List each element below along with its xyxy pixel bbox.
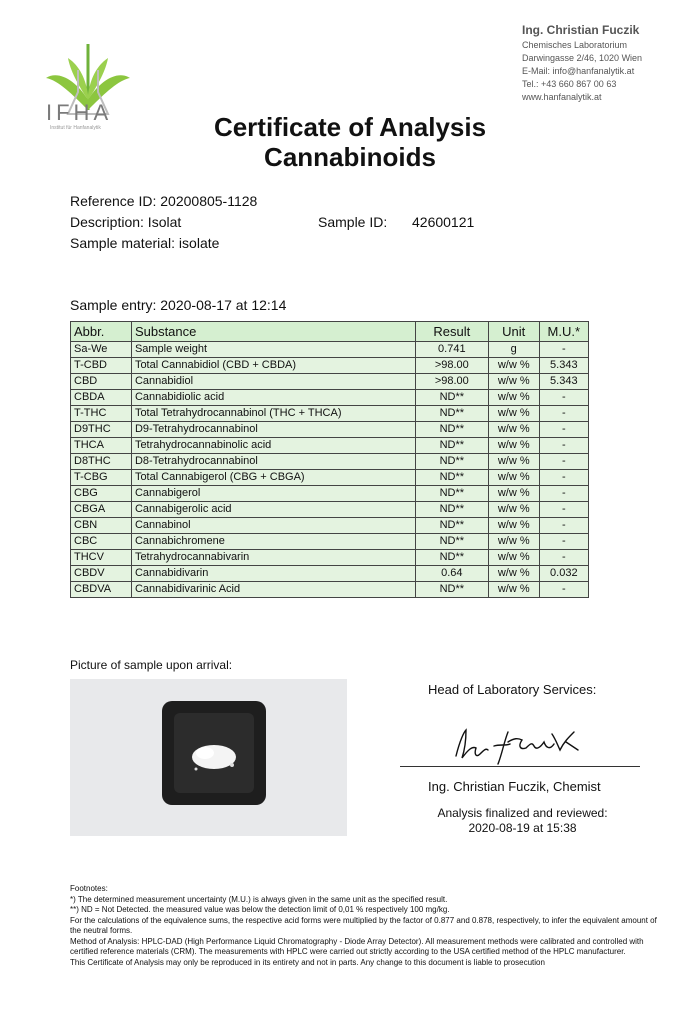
table-row [71,470,589,486]
cell-substance: Total Tetrahydrocannabinol (THC + THCA) [131,406,415,422]
cell-abbr: CBN [71,518,132,534]
table-row [71,534,589,550]
cell-mu: - [539,470,588,486]
cell-result: ND** [415,454,488,470]
cell-abbr: CBC [71,534,132,550]
lab-line: Chemisches Laboratorium [522,40,628,50]
cell-abbr: CBDA [71,390,132,406]
lab-phone: Tel.: +43 660 867 00 63 [522,79,617,89]
cell-result: >98.00 [415,358,488,374]
header-substance: Substance [131,322,415,342]
cell-unit: w/w % [488,374,539,390]
cell-substance: Total Cannabidiol (CBD + CBDA) [131,358,415,374]
cell-mu: 5.343 [539,374,588,390]
table-row [71,342,589,358]
cell-result: ND** [415,502,488,518]
cell-mu: 0.032 [539,566,588,582]
cell-unit: g [488,342,539,358]
description: Description: Isolat [70,214,182,230]
lab-address-block [522,24,642,104]
cell-mu: - [539,502,588,518]
cell-unit: w/w % [488,518,539,534]
cell-result: ND** [415,422,488,438]
cell-mu: - [539,550,588,566]
table-row [71,438,589,454]
cell-mu: - [539,390,588,406]
cell-substance: D8-Tetrahydrocannabinol [131,454,415,470]
cell-substance: Cannabigerol [131,486,415,502]
table-row [71,374,589,390]
cell-abbr: CBD [71,374,132,390]
footnotes [70,884,660,968]
analysis-finalized [400,806,645,836]
chemist-name: Ing. Christian Fuczik, Chemist [428,779,601,794]
table-row [71,566,589,582]
cell-unit: w/w % [488,582,539,598]
signature-image [448,720,588,768]
table-row [71,358,589,374]
cell-substance: Tetrahydrocannabinolic acid [131,438,415,454]
title-line-2: Cannabinoids [264,142,436,172]
cell-substance: Sample weight [131,342,415,358]
title-line-1: Certificate of Analysis [213,112,487,142]
cell-unit: w/w % [488,358,539,374]
cell-result: ND** [415,550,488,566]
cell-mu: 5.343 [539,358,588,374]
cell-substance: D9-Tetrahydrocannabinol [131,422,415,438]
cell-result: ND** [415,470,488,486]
cell-abbr: CBGA [71,502,132,518]
table-row [71,518,589,534]
header-mu: M.U.* [539,322,588,342]
sample-photo [70,679,347,836]
cell-substance: Cannabidivarinic Acid [131,582,415,598]
cell-abbr: THCA [71,438,132,454]
cell-result: ND** [415,582,488,598]
cell-substance: Cannabichromene [131,534,415,550]
cell-abbr: T-CBG [71,470,132,486]
cell-mu: - [539,342,588,358]
cell-unit: w/w % [488,534,539,550]
cell-abbr: CBG [71,486,132,502]
cell-mu: - [539,518,588,534]
footnote: **) ND = Not Detected. the measured value was below the detection limit of 0,01 % respectively 100 mg/kg. [70,905,450,914]
header-unit: Unit [488,322,539,342]
cell-mu: - [539,422,588,438]
cell-abbr: Sa-We [71,342,132,358]
cell-unit: w/w % [488,470,539,486]
cell-abbr: D9THC [71,422,132,438]
cell-unit: w/w % [488,438,539,454]
table-row [71,502,589,518]
sample-id-label: Sample ID: [318,214,388,230]
cell-result: 0.64 [415,566,488,582]
lab-website: www.hanfanalytik.at [522,92,602,102]
finalized-label: Analysis finalized and reviewed: [437,806,608,820]
footnote: *) The determined measurement uncertainty (M.U.) is always given in the same unit as the specified result. [70,894,448,904]
cell-result: ND** [415,390,488,406]
logo-text: IFHA [46,100,113,125]
cell-mu: - [539,534,588,550]
cell-mu: - [539,438,588,454]
cell-unit: w/w % [488,406,539,422]
reference-id: Reference ID: 20200805-1128 [70,193,258,209]
cell-substance: Cannabidivarin [131,566,415,582]
cell-substance: Total Cannabigerol (CBG + CBGA) [131,470,415,486]
table-row [71,454,589,470]
footnote: This Certificate of Analysis may only be reproduced in its entirety and not in parts. Any change to this document is liable to prosecution [70,957,545,967]
picture-label: Picture of sample upon arrival: [70,658,233,672]
cell-substance: Cannabidiolic acid [131,390,415,406]
head-of-lab-label: Head of Laboratory Services: [428,682,597,697]
cell-result: 0.741 [415,342,488,358]
lab-email: E-Mail: info@hanfanalytik.at [522,66,635,76]
table-row [71,486,589,502]
footnote: For the calculations of the equivalence sums, the respective acid forms were multiplied by the factor of 0.877 and 0.878, respectively, to infer the equivalent amount of the neutral forms. [70,915,657,935]
sample-entry: Sample entry: 2020-08-17 at 12:14 [70,297,287,313]
cell-abbr: T-CBD [71,358,132,374]
cell-mu: - [539,406,588,422]
table-header-row [71,322,589,342]
cell-abbr: CBDV [71,566,132,582]
cell-substance: Cannabidiol [131,374,415,390]
cell-mu: - [539,582,588,598]
table-row [71,550,589,566]
table-row [71,422,589,438]
cell-unit: w/w % [488,454,539,470]
finalized-date: 2020-08-19 at 15:38 [468,821,577,835]
results-table [70,321,589,598]
sample-material: Sample material: isolate [70,235,220,251]
header-abbr: Abbr. [71,322,132,342]
page-title [0,112,700,172]
cell-abbr: D8THC [71,454,132,470]
cell-mu: - [539,486,588,502]
cell-unit: w/w % [488,502,539,518]
footnote: Method of Analysis: HPLC-DAD (High Performance Liquid Chromatography - Diode Array Detector). All measurement methods were calibrated and controlled with certified reference materials (CRM). The measurements with HPLC were carried out strictly according to the USA certified method of the HPLC manufacturer. [70,936,644,956]
cell-result: ND** [415,486,488,502]
cell-result: ND** [415,406,488,422]
cell-unit: w/w % [488,566,539,582]
signature-line [400,766,640,767]
table-row [71,406,589,422]
header-result: Result [415,322,488,342]
table-row [71,390,589,406]
cell-abbr: THCV [71,550,132,566]
cell-unit: w/w % [488,486,539,502]
table-row [71,582,589,598]
cell-substance: Cannabinol [131,518,415,534]
cell-result: ND** [415,438,488,454]
cell-abbr: CBDVA [71,582,132,598]
cell-abbr: T-THC [71,406,132,422]
cell-unit: w/w % [488,390,539,406]
cell-unit: w/w % [488,550,539,566]
cell-substance: Tetrahydrocannabivarin [131,550,415,566]
cell-result: ND** [415,518,488,534]
cell-unit: w/w % [488,422,539,438]
footnote: Footnotes: [70,884,108,893]
cell-result: ND** [415,534,488,550]
cell-substance: Cannabigerolic acid [131,502,415,518]
cell-result: >98.00 [415,374,488,390]
cell-mu: - [539,454,588,470]
sample-id-value: 42600121 [412,214,475,230]
logo-subtitle: Institut für Hanfanalytik [50,125,101,131]
lab-line: Darwingasse 2/46, 1020 Wien [522,53,643,63]
lab-name: Ing. Christian Fuczik [522,23,640,37]
